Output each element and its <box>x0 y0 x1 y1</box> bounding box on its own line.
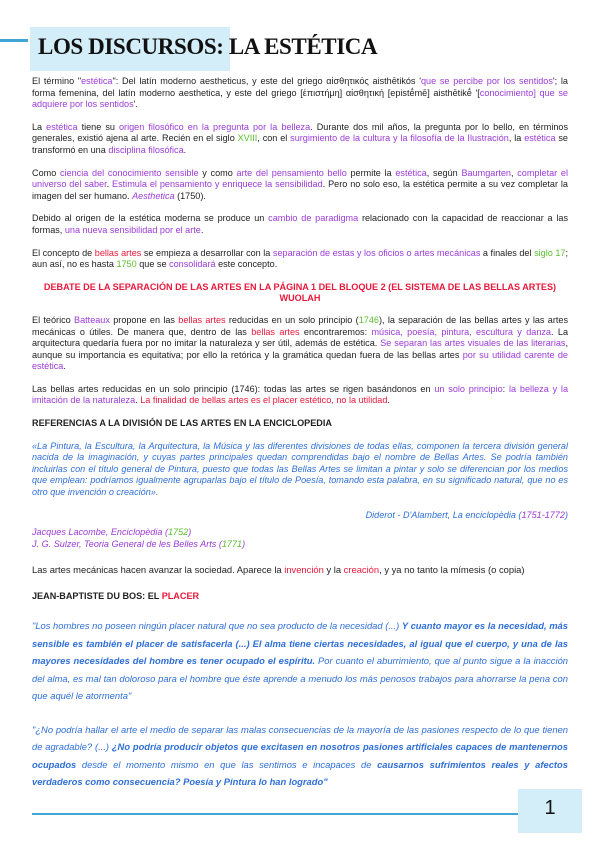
section-heading-dubos: JEAN-BAPTISTE DU BOS: EL PLACER <box>32 591 200 602</box>
page-title: LOS DISCURSOS: LA ESTÉTICA <box>38 34 378 59</box>
quote-enciclopedia: «La Pintura, la Escultura, la Arquitectura, la Música y las diferentes divisiones de todas ellas, componen la tercera división general nacida de la imaginación, y cuyas partes principales quedan comprendidas bajo el nombre de Bellas Artes. Se podría también incluirlas con el título general de Pintura, puesto que todas las Bellas Artes se limitan a pintar y solo se diferencian por los medios que emplean: podríamos igualmente agruparlas bajo el título de Poesía, tomando esta palabra, en su significado natural, que no es otro que invención o creación». <box>32 440 568 498</box>
citation-lacombe: Jacques Lacombe, Enciclopèdia (1752) <box>32 527 192 538</box>
paragraph-bellas-artes: El concepto de bellas artes se empieza a desarrollar con la separación de estas y los oficios o artes mecánicas a finales del siglo 17; aun así, no es hasta 1750 que se consolidará este concepto. <box>32 247 568 270</box>
document-body <box>32 76 568 802</box>
page-number: 1 <box>544 797 556 819</box>
paragraph-principio: Las bellas artes reducidas en un solo principio (1746): todas las artes se rigen basándonos en un solo principio: la belleza y la imitación de la naturaleza. La finalidad de bellas artes es el placer estético, no la utilidad. <box>32 383 569 406</box>
citation-diderot: Diderot - D'Alambert, La enciclopèdia (1751-1772) <box>365 509 568 520</box>
paragraph-paradigm: Debido al origen de la estética moderna se produce un cambio de paradigma relacionado con la capacidad de reaccionar a las formas, una nueva sensibilidad por el arte. <box>32 213 569 235</box>
paragraph-definition: El término "estética": Del latín moderno aestheticus, y este del griego αἰσθητικός aisthētikós 'que se percibe por los sentidos'; la forma femenina, del latín moderno aesthetica, y este del griego [ἐπιστήμη] αἰσθητική [epistḗmē] aisthētikḗ '[conocimiento] que se adquiere por los sentidos'. <box>32 76 568 110</box>
section-heading-enciclopedia: REFERENCIAS A LA DIVISIÓN DE LAS ARTES EN LA ENCICLOPEDIA <box>32 418 332 429</box>
quote-dubos-necesidad: "Los hombres no poseen ningún placer natural que no sea producto de la necesidad (...) Y cuanto mayor es la necesidad, más sensible es también el placer de satisfacerla (...) El alma tiene ciertas necesidades, al igual que el cuerpo, y una de las mayores necesidades del hombre es tener ocupado el espíritu. Por cuanto el aburrimiento, que al punto sigue a la inacción del alma, es mal tan doloroso para el hombre que éste aprende a menudo los más penosos trabajos para ahorrarse la pena con que aquél le atormenta" <box>32 620 568 701</box>
page-number-box <box>518 789 582 833</box>
footer-accent-line <box>32 813 520 815</box>
paragraph-artes-mecanicas: Las artes mecánicas hacen avanzar la sociedad. Aparece la invención y la creación, y ya no tanto la mímesis (o copia) <box>32 564 525 576</box>
top-accent-line <box>0 39 28 42</box>
section-heading-debate: DEBATE DE LA SEPARACIÓN DE LAS ARTES EN LA PÁGINA 1 DEL BLOQUE 2 (EL SISTEMA DE LAS BELLAS ARTES) WUOLAH <box>43 281 557 304</box>
citation-sulzer: J. G. Sulzer, Teoria General de les Belles Arts (1771) <box>32 538 246 549</box>
quote-dubos-pasiones: "¿No podría hallar el arte el medio de separar las malas consecuencias de la mayoría de las pasiones respecto de lo que tienen de agradable? (...) ¿No podría producir objetos que excitasen en nosotros pasiones artificiales capaces de mantenernos ocupados desde el momento mismo en que las sentimos e incapaces de causarnos sufrimientos reales y afectos verdaderos como consecuencia? Poesía y Pintura lo han logrado" <box>32 723 569 787</box>
paragraph-baumgarten: Como ciencia del conocimiento sensible y como arte del pensamiento bello permite la estética, según Baumgarten, completar el universo del saber. Estimula el pensamiento y enriquece la sensibilidad. Pero no solo eso, la estética permite a su vez completar la imagen del ser humano. Aesthetica (1750). <box>32 167 568 201</box>
paragraph-batteaux: El teórico Batteaux propone en las bellas artes reducidas en un solo principio (1746), la separación de las bellas artes y las artes mecánicas o útiles. De manera que, dentro de las bellas artes encontraremos: música, poesía, pintura, escultura y danza. La arquitectura quedaría fuera por no imitar la naturaleza y ser útil, además de estética. Se separan las artes visuales de las literarias, aunque su importancia es equitativa; por ello la retórica y la gramática quedan fuera de las bellas artes por su utilidad carente de estética. <box>32 314 569 372</box>
paragraph-origin: La estética tiene su origen filosófico en la pregunta por la belleza. Durante dos mil años, la pregunta por lo bello, en términos generales, existió ajena al arte. Recién en el siglo XVIII, con el surgimiento de la cultura y la filosofía de la Ilustración, la estética se transformó en una disciplina filosófica. <box>32 121 569 155</box>
